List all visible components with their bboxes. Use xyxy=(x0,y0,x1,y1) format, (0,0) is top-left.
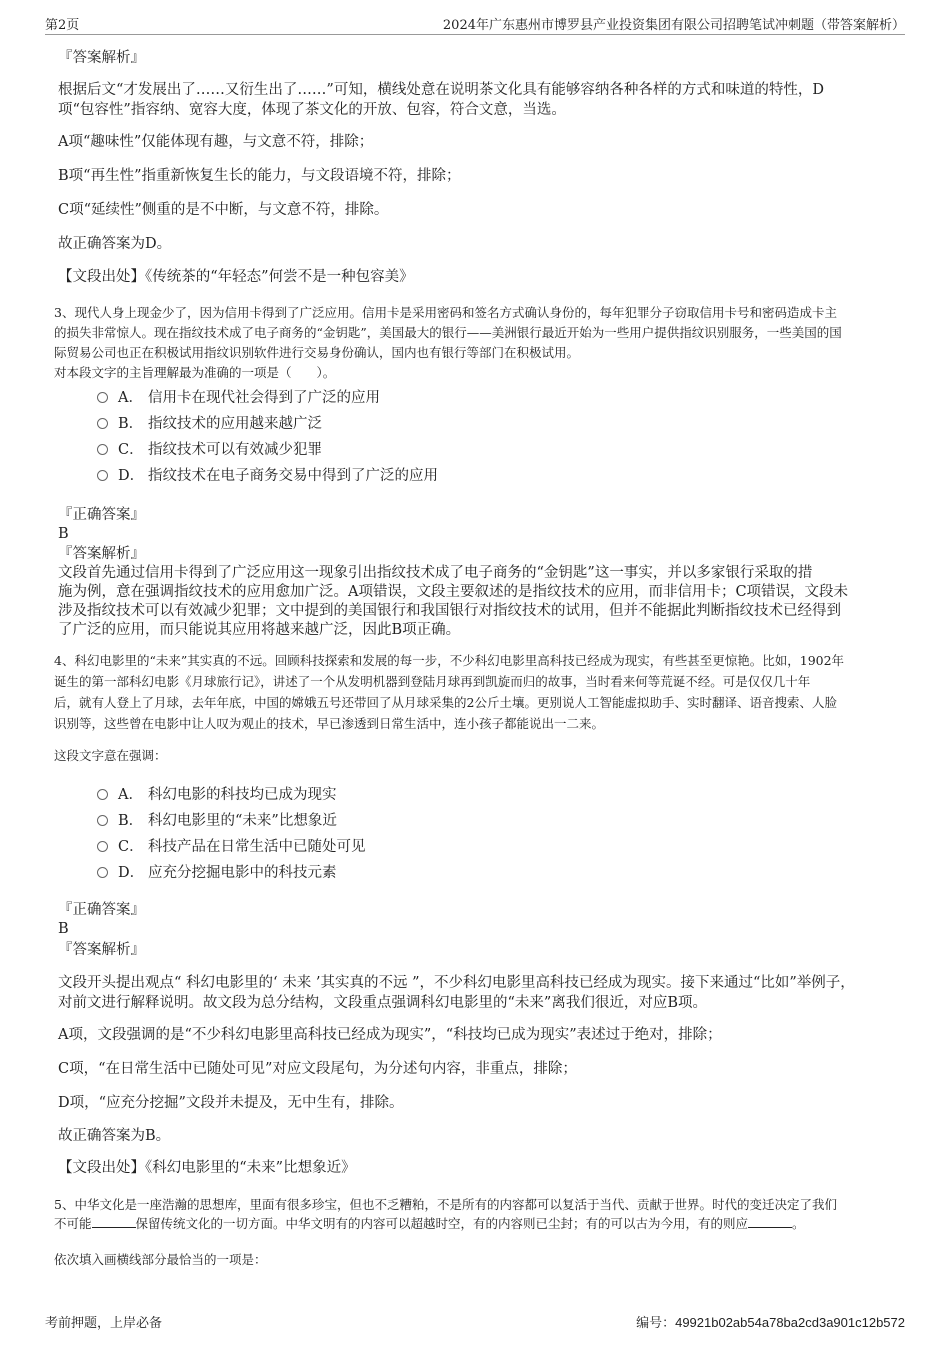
q5-stem-line: 不可能 保留传统文化的一切方面。中华文明有的内容可以超越时空，有的内容则已尘封；有的可以古为今用，有的则应 。 xyxy=(54,1216,805,1231)
q2-analysis-label: 『答案解析』 xyxy=(58,50,145,66)
q4-analysis-label: 『答案解析』 xyxy=(58,942,145,958)
q3-answer: B xyxy=(58,526,69,542)
q4-option-d[interactable]: D． 应充分挖掘电影中的科技元素 xyxy=(97,861,337,882)
q4-option-d-analysis: D项，“应充分挖掘”文段并未提及，无中生有，排除。 xyxy=(58,1095,404,1111)
fill-blank-1[interactable] xyxy=(92,1215,136,1228)
q4-question: 这段文字意在强调： xyxy=(54,748,167,763)
q3-analysis-line: 了广泛的应用，而只能说其应用将越来越广泛，因此B项正确。 xyxy=(58,622,461,638)
radio-icon[interactable] xyxy=(97,392,108,403)
q5-question: 依次填入画横线部分最恰当的一项是： xyxy=(54,1252,267,1267)
radio-icon[interactable] xyxy=(97,444,108,455)
fill-blank-2[interactable] xyxy=(748,1215,792,1228)
q2-source: 【文段出处】《传统茶的“年轻态”何尝不是一种包容美》 xyxy=(58,269,414,285)
radio-icon[interactable] xyxy=(97,815,108,826)
q3-stem-line: 际贸易公司也正在积极试用指纹识别软件进行交易身份确认，国内也有银行等部门在积极试用。 xyxy=(54,345,580,360)
q3-stem-line: 3、现代人身上现金少了，因为信用卡得到了广泛应用。信用卡是采用密码和签名方式确认身份的，每年犯罪分子窃取信用卡号和密码造成卡主 xyxy=(54,305,837,320)
q3-question: 对本段文字的主旨理解最为准确的一项是（ ）。 xyxy=(54,365,336,380)
q2-option-a-analysis: A项“趣味性”仅能体现有趣，与文意不符，排除； xyxy=(58,134,374,150)
q4-option-a[interactable]: A． 科幻电影的科技均已成为现实 xyxy=(97,783,337,804)
q2-option-c-analysis: C项“延续性”侧重的是不中断，与文意不符，排除。 xyxy=(58,202,389,218)
q2-analysis-line: 项“包容性”指容纳、宽容大度，体现了茶文化的开放、包容，符合文意，当选。 xyxy=(58,102,566,118)
q4-conclusion: 故正确答案为B。 xyxy=(58,1128,171,1144)
radio-icon[interactable] xyxy=(97,470,108,481)
q3-option-b[interactable]: B． 指纹技术的应用越来越广泛 xyxy=(97,412,322,433)
radio-icon[interactable] xyxy=(97,841,108,852)
q4-analysis-line: 对前文进行解释说明。故文段为总分结构，文段重点强调科幻电影里的“未来”离我们很近，对应B项。 xyxy=(58,995,707,1011)
radio-icon[interactable] xyxy=(97,789,108,800)
q4-stem-line: 诞生的第一部科幻电影《月球旅行记》，讲述了一个从发明机器到登陆月球再到凯旋而归的故事，当时看来何等荒诞不经。可是仅仅几十年 xyxy=(54,674,811,689)
q3-analysis-label: 『答案解析』 xyxy=(58,546,145,562)
q3-analysis-line: 施为例，意在强调指纹技术的应用愈加广泛。A项错误，文段主要叙述的是指纹技术的应用，而非信用卡；C项错误，文段未 xyxy=(58,584,849,600)
q4-answer: B xyxy=(58,921,69,937)
q2-option-b-analysis: B项“再生性”指重新恢复生长的能力，与文段语境不符，排除； xyxy=(58,168,461,184)
q4-stem-line: 后，就有人登上了月球，去年年底，中国的嫦娥五号还带回了从月球采集的2公斤土壤。更别说人工智能虚拟助手、实时翻译、语音搜索、人脸 xyxy=(54,695,837,710)
q4-stem-line: 4、科幻电影里的“未来”其实真的不远。回顾科技探索和发展的每一步，不少科幻电影里高科技已经成为现实，有些甚至更惊艳。比如，1902年 xyxy=(54,653,845,668)
radio-icon[interactable] xyxy=(97,418,108,429)
page-number: 第2页 xyxy=(45,18,80,33)
q4-source: 【文段出处】《科幻电影里的“未来”比想象近》 xyxy=(58,1160,356,1176)
q4-option-b[interactable]: B． 科幻电影里的“未来”比想象近 xyxy=(97,809,337,830)
q3-option-a[interactable]: A． 信用卡在现代社会得到了广泛的应用 xyxy=(97,386,380,407)
document-title: 2024年广东惠州市博罗县产业投资集团有限公司招聘笔试冲刺题（带答案解析） xyxy=(442,18,905,33)
q3-option-d[interactable]: D． 指纹技术在电子商务交易中得到了广泛的应用 xyxy=(97,464,438,485)
q2-analysis-line: 根据后文“才发展出了……又衍生出了……”可知，横线处意在说明茶文化具有能够容纳各种各样的方式和味道的特性，D xyxy=(58,82,824,98)
q3-stem-line: 的损失非常惊人。现在指纹技术成了电子商务的“金钥匙”，美国最大的银行——美洲银行最近开始为一些用户提供指纹识别服务，一些美国的国 xyxy=(54,325,842,340)
q4-analysis-line: 文段开头提出观点“ 科幻电影里的‘ 未来 ’其实真的不远 ”，不少科幻电影里高科技已经成为现实。接下来通过“比如”举例子， xyxy=(58,975,855,991)
page-header xyxy=(45,12,905,35)
q3-answer-label: 『正确答案』 xyxy=(58,507,145,523)
q4-answer-label: 『正确答案』 xyxy=(58,902,145,918)
radio-icon[interactable] xyxy=(97,867,108,878)
footer-slogan: 考前押题，上岸必备 xyxy=(45,1316,163,1331)
q3-analysis-line: 文段首先通过信用卡得到了广泛应用这一现象引出指纹技术成了电子商务的“金钥匙”这一事实，并以多家银行采取的措 xyxy=(58,565,813,581)
q2-conclusion: 故正确答案为D。 xyxy=(58,236,172,252)
q5-stem-line: 5、中华文化是一座浩瀚的思想库，里面有很多珍宝，但也不乏糟粕，不是所有的内容都可以复活于当代、贡献于世界。时代的变迁决定了我们 xyxy=(54,1197,837,1212)
q3-analysis-line: 涉及指纹技术可以有效减少犯罪；文中提到的美国银行和我国银行对指纹技术的试用，但并不能据此判断指纹技术已经得到 xyxy=(58,603,841,619)
q4-option-c-analysis: C项，“在日常生活中已随处可见”对应文段尾句，为分述句内容，非重点，排除； xyxy=(58,1061,577,1077)
q4-option-a-analysis: A项，文段强调的是“不少科幻电影里高科技已经成为现实”，“科技均已成为现实”表述过于绝对，排除； xyxy=(58,1027,722,1043)
document-code: 编号：49921b02ab54a78ba2cd3a901c12b572 xyxy=(636,1315,905,1331)
q4-option-c[interactable]: C． 科技产品在日常生活中已随处可见 xyxy=(97,835,366,856)
q3-option-c[interactable]: C． 指纹技术可以有效减少犯罪 xyxy=(97,438,322,459)
q4-stem-line: 识别等，这些曾在电影中让人叹为观止的技术，早已渗透到日常生活中，连小孩子都能说出一二来。 xyxy=(54,716,605,731)
